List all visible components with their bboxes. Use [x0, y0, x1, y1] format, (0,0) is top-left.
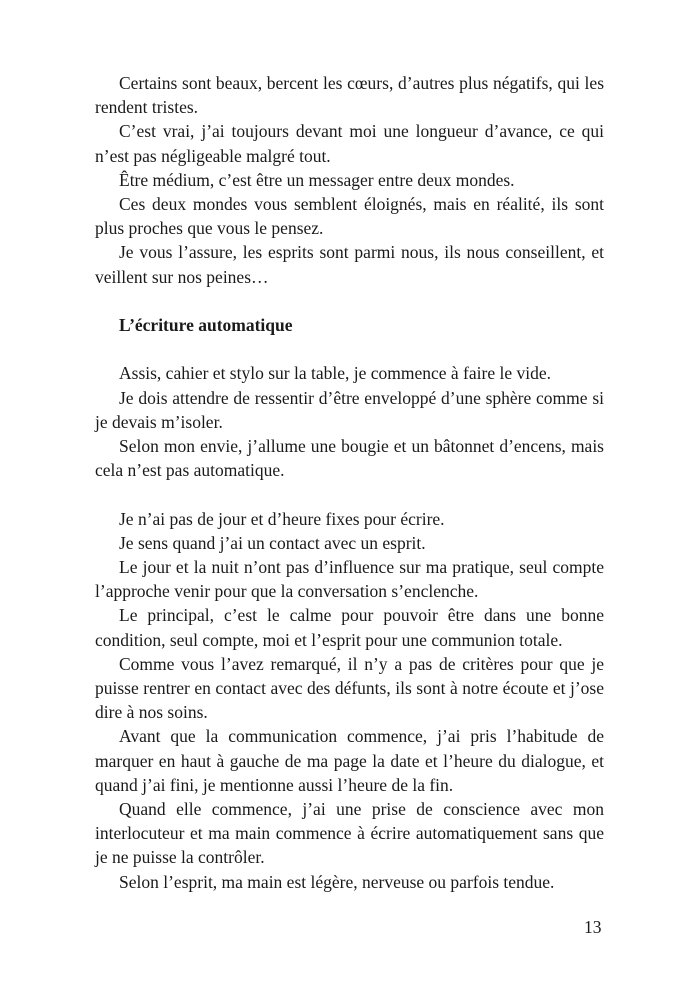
paragraph: Avant que la communication commence, j’ai pris l’habitude de marquer en haut à gauche de ma page la date et l’heure du dialogue, et quand j’ai fini, je mentionne aussi l’heure de la fin.	[95, 726, 604, 795]
paragraph: Je n’ai pas de jour et d’heure fixes pour écrire.	[119, 508, 445, 529]
paragraph: Quand elle commence, j’ai une prise de conscience avec mon interlocuteur et ma main commence à écrire automatiquement sans que je ne puisse la contrôler.	[95, 799, 604, 868]
paragraph: Certains sont beaux, bercent les cœurs, d’autres plus négatifs, qui les rendent tristes.	[95, 73, 604, 118]
paragraph: Je dois attendre de ressentir d’être enveloppé d’une sphère comme si je devais m’isoler.	[95, 387, 604, 432]
paragraph: Comme vous l’avez remarqué, il n’y a pas de critères pour que je puisse rentrer en contact avec des défunts, ils sont à notre écoute et j’ose dire à nos soins.	[95, 653, 604, 723]
paragraph: Ces deux mondes vous semblent éloignés, mais en réalité, ils sont plus proches que vous le pensez.	[95, 194, 604, 239]
spacer	[95, 337, 604, 361]
paragraph: Selon l’esprit, ma main est légère, nerveuse ou parfois tendue.	[119, 871, 555, 892]
page-number: 13	[584, 917, 602, 937]
spacer	[95, 289, 604, 313]
paragraph: C’est vrai, j’ai toujours devant moi une longueur d’avance, ce qui n’est pas négligeable malgré tout.	[95, 121, 604, 166]
paragraph: Selon mon envie, j’allume une bougie et un bâtonnet d’encens, mais cela n’est pas automatique.	[95, 436, 604, 481]
paragraph: Assis, cahier et stylo sur la table, je commence à faire le vide.	[119, 363, 551, 384]
paragraph: Être médium, c’est être un messager entre deux mondes.	[119, 169, 515, 190]
page-body	[95, 71, 604, 894]
paragraph: Le jour et la nuit n’ont pas d’influence sur ma pratique, seul compte l’approche venir pour que la conversation s’enclenche.	[95, 557, 604, 602]
paragraph: Le principal, c’est le calme pour pouvoir être dans une bonne condition, seul compte, moi et l’esprit pour une communion totale.	[95, 605, 604, 650]
paragraph: Je sens quand j’ai un contact avec un esprit.	[119, 532, 426, 553]
spacer	[95, 482, 604, 506]
section-heading: L’écriture automatique	[119, 315, 293, 336]
paragraph: Je vous l’assure, les esprits sont parmi nous, ils nous conseillent, et veillent sur nos peines…	[95, 242, 604, 287]
